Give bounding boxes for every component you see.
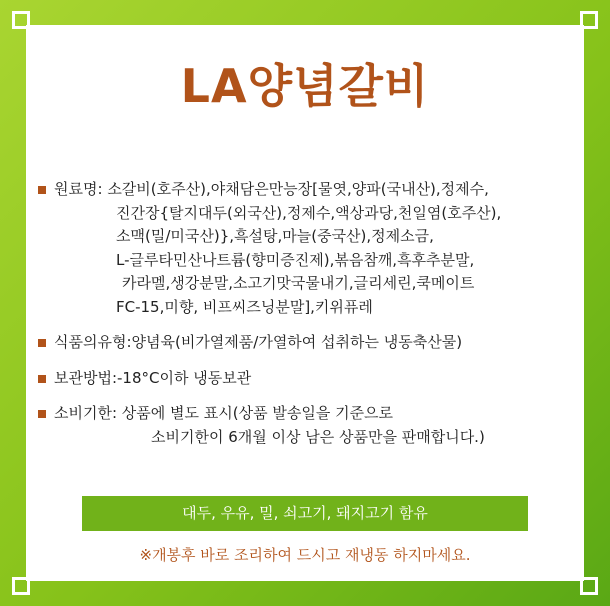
square-bullet-icon xyxy=(38,339,46,347)
storage-row xyxy=(38,367,578,391)
ingredients-line: 소갈비(호주산),야채담은만능장[물엿,양파(국내산),정제수, xyxy=(107,180,489,198)
product-title: LA양념갈비 xyxy=(180,59,430,113)
allergen-banner: 대두, 우유, 밀, 쇠고기, 돼지고기 함유 xyxy=(82,496,528,531)
ingredients-line: L-글루타민산나트륨(향미증진제),볶음참깨,흑후추분말, xyxy=(116,250,475,269)
expiry-text: 소비기한이 6개월 이상 남은 상품만을 판매합니다.) xyxy=(151,427,485,446)
ingredients-row xyxy=(38,178,578,319)
square-bullet-icon xyxy=(38,410,46,418)
ingredients-line: 소맥(밀/미국산)},흑설탕,마늘(중국산),정제소금, xyxy=(116,227,434,245)
ingredients-label: 원료명: xyxy=(54,180,103,198)
product-info xyxy=(38,178,578,449)
warning-notice: ※개봉후 바로 조리하여 드시고 재냉동 하지마세요. xyxy=(139,546,471,564)
food-type-text: 식품의유형:양념육(비가열제품/가열하여 섭취하는 냉동축산물) xyxy=(54,333,463,351)
expiry-text: 소비기한: 상품에 별도 표시(상품 발송일을 기준으로 xyxy=(54,404,394,422)
storage-text: 보관방법:-18°C이하 냉동보관 xyxy=(54,368,252,387)
food-type-row xyxy=(38,331,578,355)
square-bullet-icon xyxy=(38,186,46,194)
expiry-row xyxy=(38,402,578,449)
ingredients-line: 진간장{탈지대두(외국산),정제수,액상과당,천일염(호주산), xyxy=(116,203,502,222)
square-bullet-icon xyxy=(38,375,46,383)
ingredients-line: FC-15,미향, 비프씨즈닝분말],키위퓨레 xyxy=(116,297,373,316)
ingredients-line: 카라멜,생강분말,소고기맛국물내기,글리세린,쿡메이트 xyxy=(122,274,475,292)
